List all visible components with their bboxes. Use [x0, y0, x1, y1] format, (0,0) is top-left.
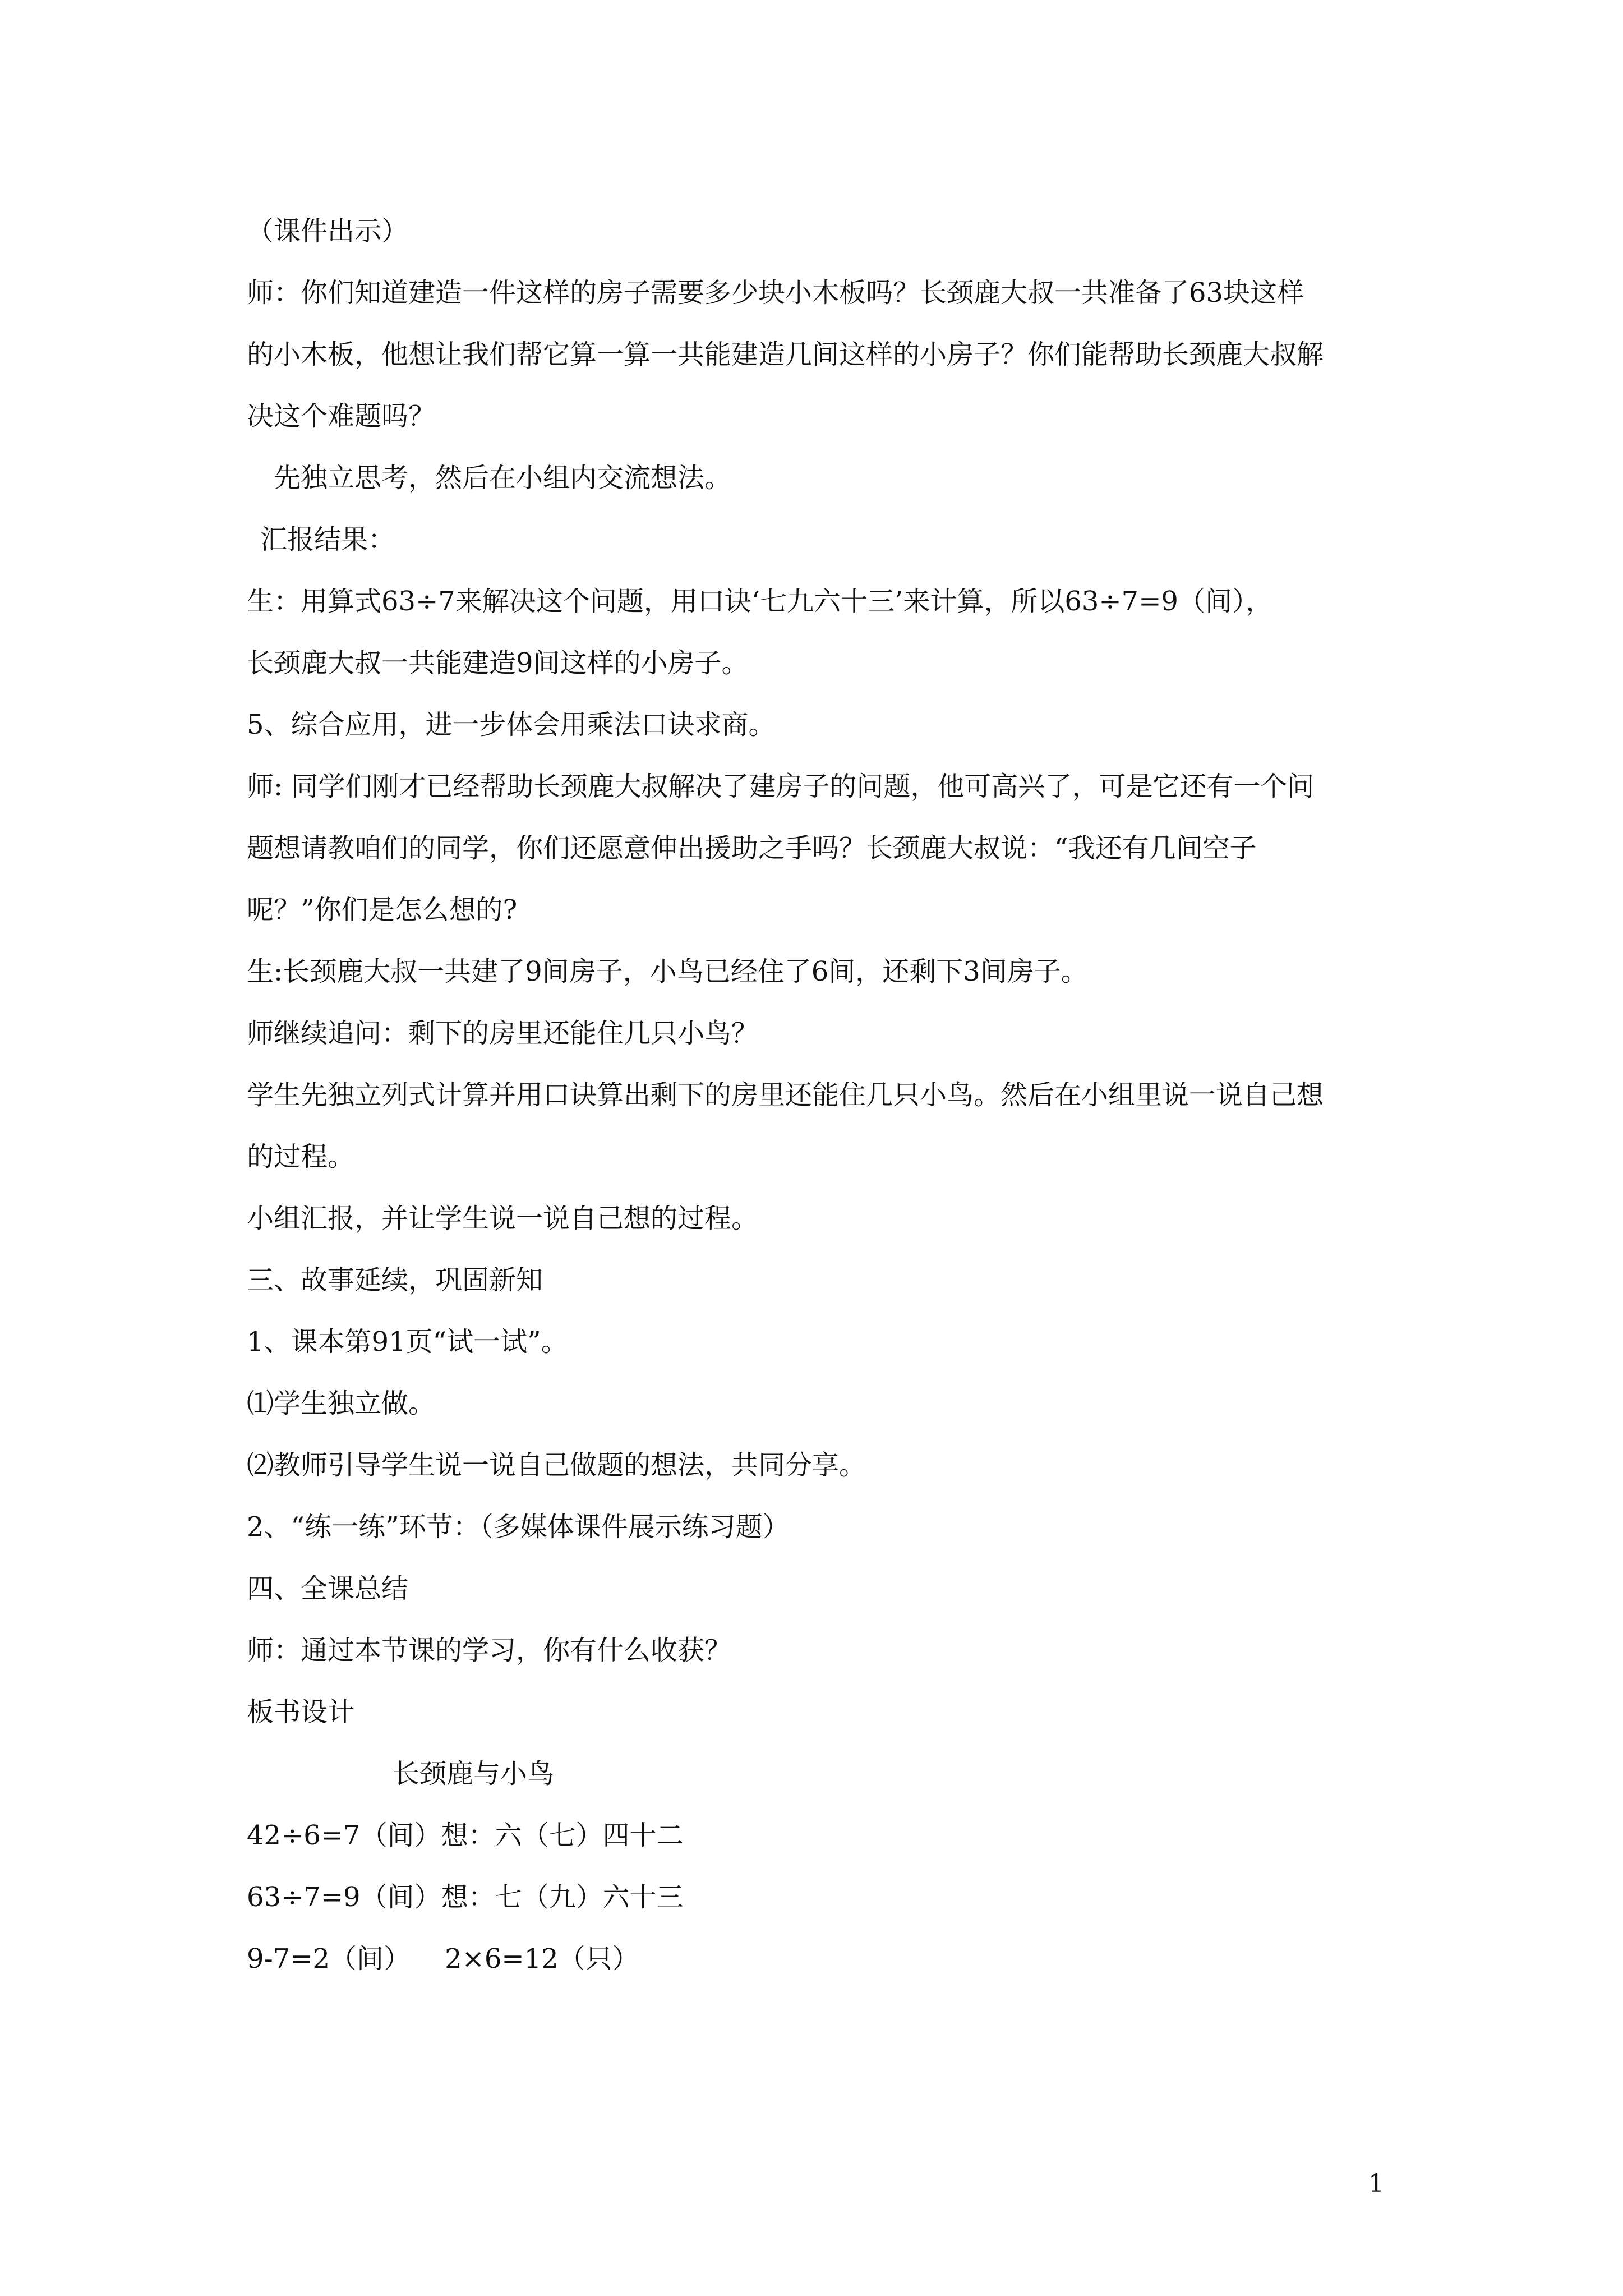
text-line: 生:长颈鹿大叔一共建了9间房子，小鸟已经住了6间，还剩下3间房子。	[247, 956, 1088, 987]
text-line: （课件出示）	[247, 215, 409, 247]
text-line: 汇报结果：	[260, 524, 395, 555]
text-line: 师：通过本节课的学习，你有什么收获？	[247, 1635, 732, 1666]
text-line: 板书设计	[247, 1696, 355, 1728]
text-line: 2、“练一练”环节：（多媒体课件展示练习题）	[247, 1511, 790, 1543]
text-line: ⑵教师引导学生说一说自己做题的想法，共同分享。	[247, 1450, 866, 1481]
board-title: 长颈鹿与小鸟	[393, 1758, 555, 1789]
board-line: 42÷6=7（间）想：六（七）四十二	[247, 1820, 684, 1851]
board-line: 9-7=2（间） 2×6=12（只）	[247, 1943, 639, 1975]
text-line: 生：用算式63÷7来解决这个问题，用口诀‘七九六十三’来计算，所以63÷7=9（间），	[247, 586, 1272, 617]
text-line: 先独立思考，然后在小组内交流想法。	[274, 462, 732, 494]
text-line: 题想请教咱们的同学，你们还愿意伸出援助之手吗？长颈鹿大叔说：“我还有几间空子	[247, 832, 1257, 864]
text-line: 呢？”你们是怎么想的?	[247, 894, 518, 926]
text-line: ⑴学生独立做。	[247, 1388, 436, 1419]
section-heading: 四、全课总结	[247, 1573, 409, 1604]
text-line: 师继续追问：剩下的房里还能住几只小鸟？	[247, 1018, 759, 1049]
text-line: 学生先独立列式计算并用口诀算出剩下的房里还能住几只小鸟。然后在小组里说一说自己想	[247, 1079, 1324, 1111]
page-number: 1	[1368, 2169, 1384, 2198]
document-body	[247, 213, 1385, 2003]
text-line: 师：你们知道建造一件这样的房子需要多少块小木板吗？长颈鹿大叔一共准备了63块这样	[247, 277, 1304, 309]
board-line: 63÷7=9（间）想：七（九）六十三	[247, 1881, 684, 1913]
section-heading: 三、故事延续，巩固新知	[247, 1264, 543, 1296]
section-heading: 5、综合应用，进一步体会用乘法口诀求商。	[247, 709, 776, 740]
text-line: 的过程。	[247, 1141, 355, 1172]
text-line: 师: 同学们刚才已经帮助长颈鹿大叔解决了建房子的问题，他可高兴了，可是它还有一个问	[247, 771, 1315, 802]
text-line: 小组汇报，并让学生说一说自己想的过程。	[247, 1203, 759, 1234]
text-line: 的小木板，他想让我们帮它算一算一共能建造几间这样的小房子？你们能帮助长颈鹿大叔解	[247, 339, 1324, 370]
text-line: 长颈鹿大叔一共能建造9间这样的小房子。	[247, 647, 749, 679]
text-line: 决这个难题吗？	[247, 401, 436, 432]
text-line: 1、课本第91页“试一试”。	[247, 1326, 568, 1358]
